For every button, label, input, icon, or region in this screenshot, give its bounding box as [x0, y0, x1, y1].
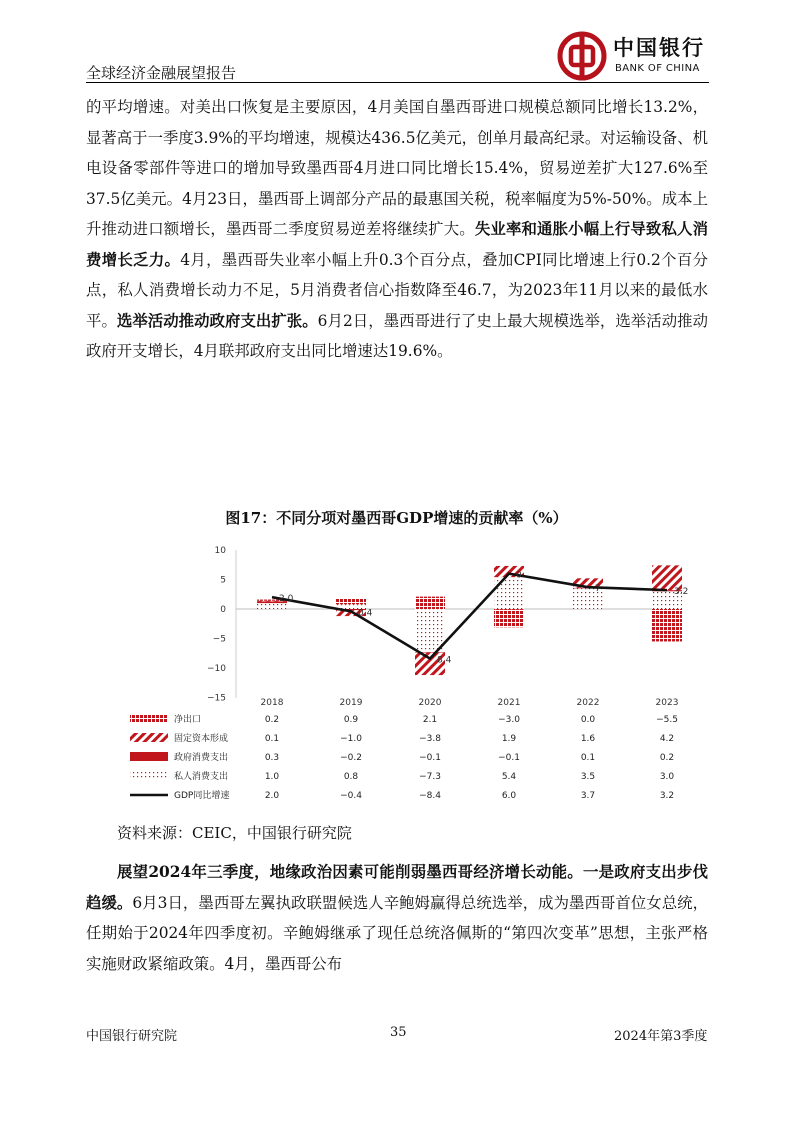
- table-cell: 2.0: [264, 791, 280, 801]
- table-cell: −0.1: [498, 753, 520, 763]
- x-tick-label: 2018: [260, 698, 284, 708]
- para1-text-a: 的平均增速。对美出口恢复是主要原因，4月美国自墨西哥进口规模总额同比增长13.2%，显著高于一季度3.9%的平均增速，规模达436.5亿美元，创单月最高纪录。对运输设备、机电设备零部件等进口的增加导致墨西哥4月进口同比增长15.4%，贸易逆差扩大127.6%至37.5亿美元。4月23日，墨西哥上调部分产品的最惠国关税，税率幅度为5%-50%。成本上升推动进口额增长，墨西哥二季度贸易逆差将继续扩大。: [86, 98, 708, 238]
- table-cell: −3.8: [419, 734, 441, 744]
- bar-net-export: [652, 609, 682, 641]
- table-cell: 0.2: [264, 715, 280, 725]
- table-cell: 1.9: [501, 734, 517, 744]
- table-cell: 1.0: [264, 772, 280, 782]
- y-tick-label: 0: [220, 605, 226, 615]
- para1-bold-b: 选举活动推动政府支出扩张。: [116, 311, 318, 330]
- table-cell: −0.2: [340, 753, 362, 763]
- table-cell: 3.0: [659, 772, 675, 782]
- x-tick-label: 2023: [655, 698, 679, 708]
- gdp-growth-line: [272, 574, 667, 659]
- bar-government: [494, 609, 524, 610]
- legend-government-label: 政府消费支出: [174, 753, 229, 763]
- legend-government-swatch: [130, 752, 168, 761]
- para1-text-c: 6月2日，墨西哥进行了史上最大规模选举，选举活动推动政府开支增长，4月联邦政府支出同比增速达19.6%。: [86, 311, 708, 360]
- table-cell: 6.0: [501, 791, 517, 801]
- page-number: 35: [390, 1025, 407, 1040]
- header-divider: [86, 82, 709, 83]
- table-cell: 1.6: [580, 734, 596, 744]
- gdp-point-label: 7: [595, 584, 601, 595]
- x-tick-label: 2020: [418, 698, 442, 708]
- table-cell: −8.4: [419, 791, 441, 801]
- para2-bold: 展望2024年三季度，地缘政治因素可能削弱墨西哥经济增长动能。一是政府支出步伐趋缓。: [86, 863, 708, 912]
- bar-net-export: [494, 610, 524, 628]
- paragraph-2: [86, 857, 708, 979]
- gdp-point-label: 0.4: [358, 608, 373, 619]
- gdp-point-label: 3.2: [674, 587, 689, 598]
- table-cell: −3.0: [498, 715, 520, 725]
- table-cell: 0.8: [343, 772, 359, 782]
- footer-period: 2024年第3季度: [614, 1029, 708, 1044]
- legend-net-export-swatch: [130, 714, 168, 723]
- para1-bold-a: 失业率和通胀小幅上行导致私人消费增长乏力。: [86, 220, 708, 269]
- x-tick-label: 2019: [339, 698, 363, 708]
- legend-net-export-label: 净出口: [174, 715, 202, 725]
- paragraph-1: [86, 92, 708, 367]
- legend-fixed-capital-label: 固定资本形成: [174, 734, 229, 744]
- table-cell: 3.2: [659, 791, 675, 801]
- legend-fixed-capital-swatch: [130, 733, 168, 742]
- para2-text: 6月3日，墨西哥左翼执政联盟候选人辛鲍姆赢得总统选举，成为墨西哥首位女总统，任期始于2024年四季度初。辛鲍姆继承了现任总统洛佩斯的“第四次变革”思想，主张严格实施财政紧缩政策。4月，墨西哥公布: [86, 893, 708, 973]
- table-cell: −0.4: [340, 791, 362, 801]
- logo-english-name: BANK OF CHINA: [615, 63, 700, 74]
- para1-text-b: 4月，墨西哥失业率小幅上升0.3个百分点，叠加CPI同比增速上行0.2个百分点，私人消费增长动力不足，5月消费者信心指数降至46.7，为2023年11月以来的最低水平。: [86, 250, 708, 330]
- table-cell: 5.4: [501, 772, 517, 782]
- gdp-point-label: 0: [516, 570, 522, 581]
- table-cell: 0.9: [343, 715, 359, 725]
- table-cell: 4.2: [659, 734, 675, 744]
- x-tick-label: 2022: [576, 698, 600, 708]
- table-cell: 3.5: [580, 772, 596, 782]
- logo-chinese-name: 中国银行: [613, 35, 705, 60]
- bar-net-export: [336, 599, 366, 604]
- gdp-point-label: 8.4: [437, 655, 452, 666]
- table-cell: −5.5: [656, 715, 678, 725]
- footer-institute: 中国银行研究院: [86, 1029, 178, 1044]
- legend-private-swatch: [130, 771, 168, 780]
- figure-source: 资料来源：CEIC，中国银行研究院: [117, 824, 352, 842]
- gdp-contribution-chart: [120, 535, 689, 805]
- table-cell: −0.1: [419, 753, 441, 763]
- table-cell: 0.1: [264, 734, 280, 744]
- table-cell: −7.3: [419, 772, 441, 782]
- table-cell: −1.0: [340, 734, 362, 744]
- table-cell: 2.1: [422, 715, 438, 725]
- table-cell: 3.7: [580, 791, 596, 801]
- y-tick-label: −5: [212, 634, 226, 645]
- bar-private: [494, 577, 524, 609]
- x-tick-label: 2021: [497, 698, 521, 708]
- y-tick-label: −10: [207, 664, 226, 674]
- gdp-point-label: 2.0: [279, 594, 294, 605]
- legend-gdp-growth-label: GDP同比增速: [174, 791, 230, 801]
- bar-net-export: [415, 597, 445, 609]
- table-cell: 0.2: [659, 753, 675, 763]
- y-tick-label: 10: [214, 546, 226, 556]
- y-tick-label: 5: [220, 575, 226, 586]
- bank-of-china-emblem-icon: [556, 30, 608, 82]
- table-cell: 0.1: [580, 753, 596, 763]
- y-tick-label: −15: [207, 693, 226, 704]
- table-cell: 0.0: [580, 715, 596, 725]
- table-cell: 0.3: [264, 753, 280, 763]
- bank-logo: [556, 30, 716, 82]
- legend-private-label: 私人消费支出: [174, 772, 229, 782]
- report-title: 全球经济金融展望报告: [86, 64, 237, 82]
- figure-title: 图17：不同分项对墨西哥GDP增速的贡献率（%）: [225, 509, 568, 527]
